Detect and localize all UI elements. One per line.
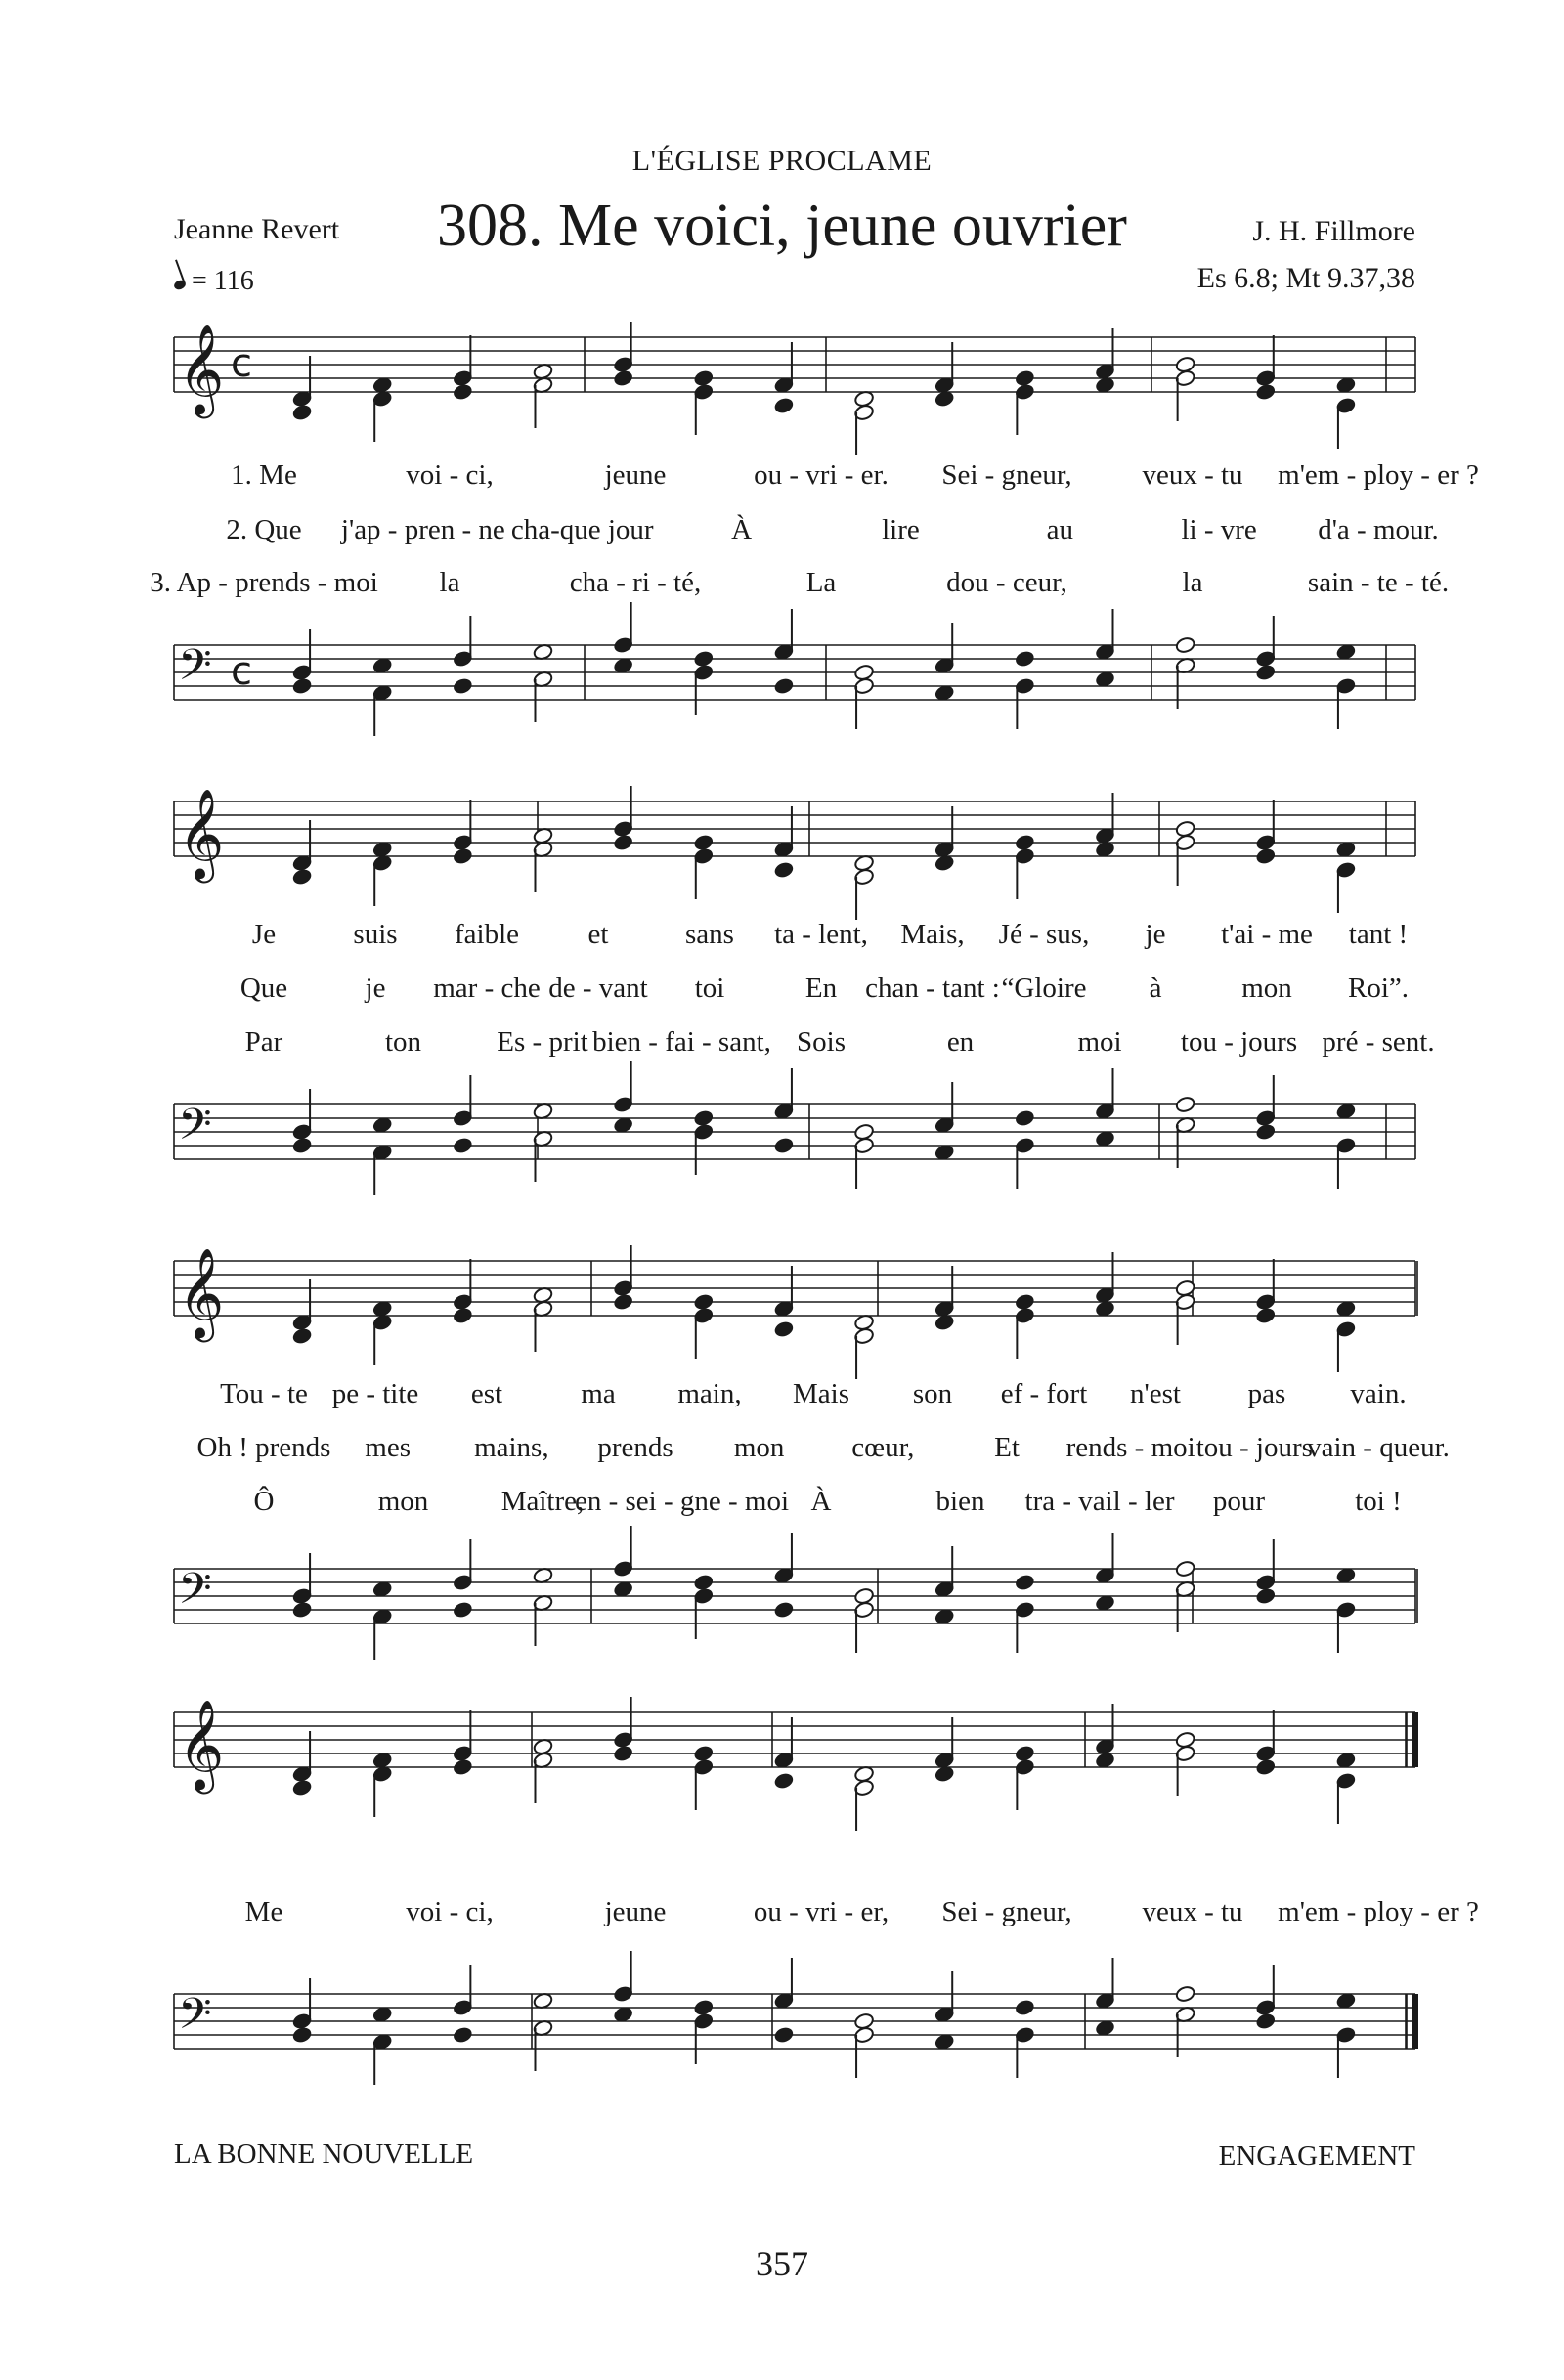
lyric-syllable: d'a - mour. <box>1318 514 1439 545</box>
note-head <box>693 1999 714 2016</box>
note-head <box>613 1745 633 1762</box>
note-head <box>453 1758 473 1776</box>
note-head <box>291 868 312 886</box>
bass-clef-icon: 𝄢 <box>178 639 212 701</box>
note-head <box>613 1293 633 1311</box>
lyric-syllable: tou - jours <box>1195 1432 1313 1463</box>
lyric-line <box>0 459 1564 495</box>
lyric-syllable: la <box>1182 567 1203 598</box>
hymn-title: 308. Me voici, jeune ouvrier <box>437 193 1127 259</box>
lyric-syllable: en - sei - gne - moi <box>574 1486 790 1517</box>
note-head <box>453 1137 473 1154</box>
note-head <box>773 397 794 414</box>
note-head <box>1255 847 1276 865</box>
lyric-syllable: Par <box>244 1026 283 1058</box>
lyric-syllable: à <box>1149 973 1162 1004</box>
note-head <box>291 1137 312 1154</box>
lyric-syllable: cha-que jour <box>510 514 654 545</box>
lyric-syllable: n'est <box>1130 1378 1181 1409</box>
lyric-syllable: en <box>946 1026 975 1058</box>
note-head <box>1015 1109 1035 1127</box>
lyric-line <box>0 1432 1564 1467</box>
lyric-syllable: Et <box>994 1432 1020 1463</box>
lyric-syllable: je <box>1145 919 1166 950</box>
bass-clef-icon: 𝄢 <box>178 1988 212 2050</box>
note-head <box>291 1327 312 1345</box>
lyric-line <box>0 1378 1564 1413</box>
note-head <box>1255 1758 1276 1776</box>
lyric-syllable: bien - fai - sant, <box>592 1026 771 1058</box>
lyric-syllable: je <box>365 973 386 1004</box>
treble-clef-icon: 𝄞 <box>178 324 225 414</box>
note-head <box>693 1574 714 1591</box>
note-head <box>1255 1587 1276 1605</box>
lyric-syllable: dou - ceur, <box>946 567 1067 598</box>
lyric-syllable: est <box>470 1378 503 1409</box>
note-head <box>693 650 714 668</box>
lyric-syllable: chan - tant : <box>865 973 1000 1004</box>
lyric-syllable: suis <box>353 919 398 950</box>
lyric-syllable: main, <box>677 1378 742 1409</box>
treble-clef-icon: 𝄞 <box>178 1247 225 1338</box>
lyric-syllable: Jé - sus, <box>998 919 1090 950</box>
lyric-syllable: ton <box>384 1026 422 1058</box>
lyric-syllable: “Gloire <box>1001 973 1087 1004</box>
lyric-line <box>0 514 1564 549</box>
note-head <box>613 834 633 851</box>
note-head <box>1255 664 1276 681</box>
bass-clef-icon: 𝄢 <box>178 1099 212 1160</box>
lyric-syllable: ef - fort <box>1000 1378 1088 1409</box>
lyricist: Jeanne Revert <box>174 213 340 245</box>
lyric-syllable: t'ai - me <box>1221 919 1313 950</box>
note-head <box>773 1137 794 1154</box>
lyric-syllable: tou - jours <box>1180 1026 1298 1058</box>
lyric-syllable: son <box>912 1378 953 1409</box>
lyric-syllable: vain. <box>1350 1378 1407 1409</box>
lyric-syllable: ta - lent, <box>774 919 868 950</box>
lyric-syllable: Mais, <box>900 919 965 950</box>
note-head <box>1015 369 1035 387</box>
note-head <box>1015 1745 1035 1762</box>
lyric-syllable: jeune <box>604 1896 667 1927</box>
footer-category: LA BONNE NOUVELLE <box>174 2139 474 2170</box>
note-head <box>773 2026 794 2044</box>
note-head <box>1255 383 1276 401</box>
lyric-syllable: j'ap - pren - ne <box>340 514 505 545</box>
lyric-line <box>0 919 1564 954</box>
lyric-syllable: cha - ri - té, <box>569 567 702 598</box>
lyric-syllable: m'em - ploy - er ? <box>1278 459 1479 491</box>
note-head <box>1175 1096 1195 1113</box>
note-head <box>1255 1307 1276 1324</box>
note-head <box>1015 1999 1035 2016</box>
lyric-syllable: lire <box>882 514 920 545</box>
lyric-syllable: prends <box>597 1432 673 1463</box>
note-head <box>453 677 473 695</box>
lyric-line <box>0 973 1564 1008</box>
note-head <box>613 369 633 387</box>
lyric-syllable: tant ! <box>1348 919 1409 950</box>
note-head <box>773 1772 794 1790</box>
lyric-syllable: mes <box>365 1432 412 1463</box>
lyric-syllable: voi - ci, <box>406 459 494 491</box>
lyric-syllable: pas <box>1247 1378 1286 1409</box>
lyric-syllable: rends - moi <box>1065 1432 1195 1463</box>
lyric-syllable: m'em - ploy - er ? <box>1278 1896 1479 1927</box>
lyric-syllable: ma <box>581 1378 616 1409</box>
lyric-syllable: moi <box>1077 1026 1122 1058</box>
note-head <box>1015 834 1035 851</box>
note-head <box>453 2026 473 2044</box>
lyric-syllable: cœur, <box>851 1432 915 1463</box>
lyric-syllable: Roi”. <box>1347 973 1410 1004</box>
note-head <box>1015 1293 1035 1311</box>
lyric-syllable: Ô <box>253 1486 275 1517</box>
section-header: L'ÉGLISE PROCLAME <box>631 145 933 177</box>
footer-theme: ENGAGEMENT <box>1218 2141 1415 2172</box>
note-head <box>693 1745 714 1762</box>
page-number: 357 <box>756 2244 808 2283</box>
note-head <box>1255 1123 1276 1141</box>
note-head <box>1015 650 1035 668</box>
note-head <box>291 1601 312 1619</box>
lyric-line <box>0 567 1564 602</box>
lyric-syllable: mon <box>377 1486 429 1517</box>
lyric-syllable: veux - tu <box>1142 1896 1243 1927</box>
lyric-syllable: voi - ci, <box>406 1896 494 1927</box>
lyric-syllable: Es - prit <box>497 1026 588 1058</box>
composer: J. H. Fillmore <box>1252 215 1415 247</box>
treble-clef-icon: 𝄞 <box>178 1699 225 1790</box>
lyric-syllable: Me <box>244 1896 283 1927</box>
lyric-syllable: pe - tite <box>331 1378 419 1409</box>
lyric-line <box>0 1026 1564 1061</box>
note-head <box>453 847 473 865</box>
lyric-syllable: mon <box>733 1432 785 1463</box>
note-head <box>693 1293 714 1311</box>
note-head <box>773 1320 794 1338</box>
lyric-syllable: À <box>810 1486 832 1517</box>
lyric-syllable: toi ! <box>1355 1486 1402 1517</box>
note-head <box>773 861 794 879</box>
lyric-syllable: veux - tu <box>1142 459 1243 491</box>
note-head <box>1175 1985 1195 2003</box>
note-head <box>1015 1574 1035 1591</box>
lyric-syllable: 1. Me <box>231 459 297 491</box>
lyric-syllable: Maître, <box>500 1486 585 1517</box>
lyric-syllable: Que <box>239 973 288 1004</box>
lyric-syllable: Sei - gneur, <box>941 1896 1072 1927</box>
note-head <box>773 1601 794 1619</box>
lyric-syllable: 3. Ap - prends - moi <box>150 567 378 598</box>
lyric-syllable: En <box>804 973 838 1004</box>
lyric-syllable: la <box>439 567 460 598</box>
lyric-syllable: au <box>1046 514 1073 545</box>
lyric-syllable: Tou - te <box>220 1378 308 1409</box>
common-time-icon: c <box>231 649 252 694</box>
lyric-syllable: tra - vail - ler <box>1024 1486 1175 1517</box>
lyric-syllable: toi <box>694 973 725 1004</box>
note-head <box>693 1109 714 1127</box>
note-head <box>291 677 312 695</box>
lyric-syllable: ou - vri - er. <box>754 459 889 491</box>
lyric-syllable: ou - vri - er, <box>753 1896 890 1927</box>
lyric-syllable: Sei - gneur, <box>941 459 1072 491</box>
lyric-syllable: sain - te - té. <box>1307 567 1450 598</box>
note-head <box>693 834 714 851</box>
note-head <box>693 369 714 387</box>
lyric-syllable: mains, <box>474 1432 549 1463</box>
lyric-syllable: mon <box>1241 973 1292 1004</box>
lyric-syllable: li - vre <box>1181 514 1257 545</box>
note-head <box>1255 2012 1276 2030</box>
note-head <box>1175 636 1195 654</box>
lyric-syllable: Mais <box>793 1378 849 1409</box>
note-head <box>453 1307 473 1324</box>
lyric-line <box>0 1896 1564 1931</box>
lyric-syllable: À <box>731 514 753 545</box>
lyric-syllable: Sois <box>797 1026 846 1058</box>
lyric-syllable: vain - queur. <box>1307 1432 1450 1463</box>
lyric-syllable: Oh ! prends <box>196 1432 331 1463</box>
note-head <box>291 1779 312 1796</box>
lyric-line <box>0 1486 1564 1521</box>
lyric-syllable: jeune <box>604 459 667 491</box>
lyric-syllable: 2. Que <box>226 514 302 545</box>
note-head <box>291 404 312 421</box>
lyric-syllable: sans <box>685 919 734 950</box>
lyric-syllable: bien <box>935 1486 985 1517</box>
lyric-syllable: mar - che <box>433 973 541 1004</box>
lyric-syllable: Je <box>251 919 277 950</box>
treble-clef-icon: 𝄞 <box>178 788 225 879</box>
note-head <box>453 383 473 401</box>
lyric-syllable: de - vant <box>548 973 648 1004</box>
lyric-syllable: faible <box>454 919 520 950</box>
note-head <box>773 677 794 695</box>
lyric-syllable: et <box>587 919 609 950</box>
bass-clef-icon: 𝄢 <box>178 1563 212 1624</box>
common-time-icon: c <box>231 341 252 386</box>
scripture-references: Es 6.8; Mt 9.37,38 <box>1196 262 1415 294</box>
lyric-syllable: La <box>805 567 837 598</box>
lyric-syllable: pour <box>1212 1486 1266 1517</box>
tempo-value: = 116 <box>192 266 254 296</box>
lyric-syllable: pré - sent. <box>1322 1026 1435 1058</box>
note-head <box>453 1601 473 1619</box>
note-head <box>291 2026 312 2044</box>
